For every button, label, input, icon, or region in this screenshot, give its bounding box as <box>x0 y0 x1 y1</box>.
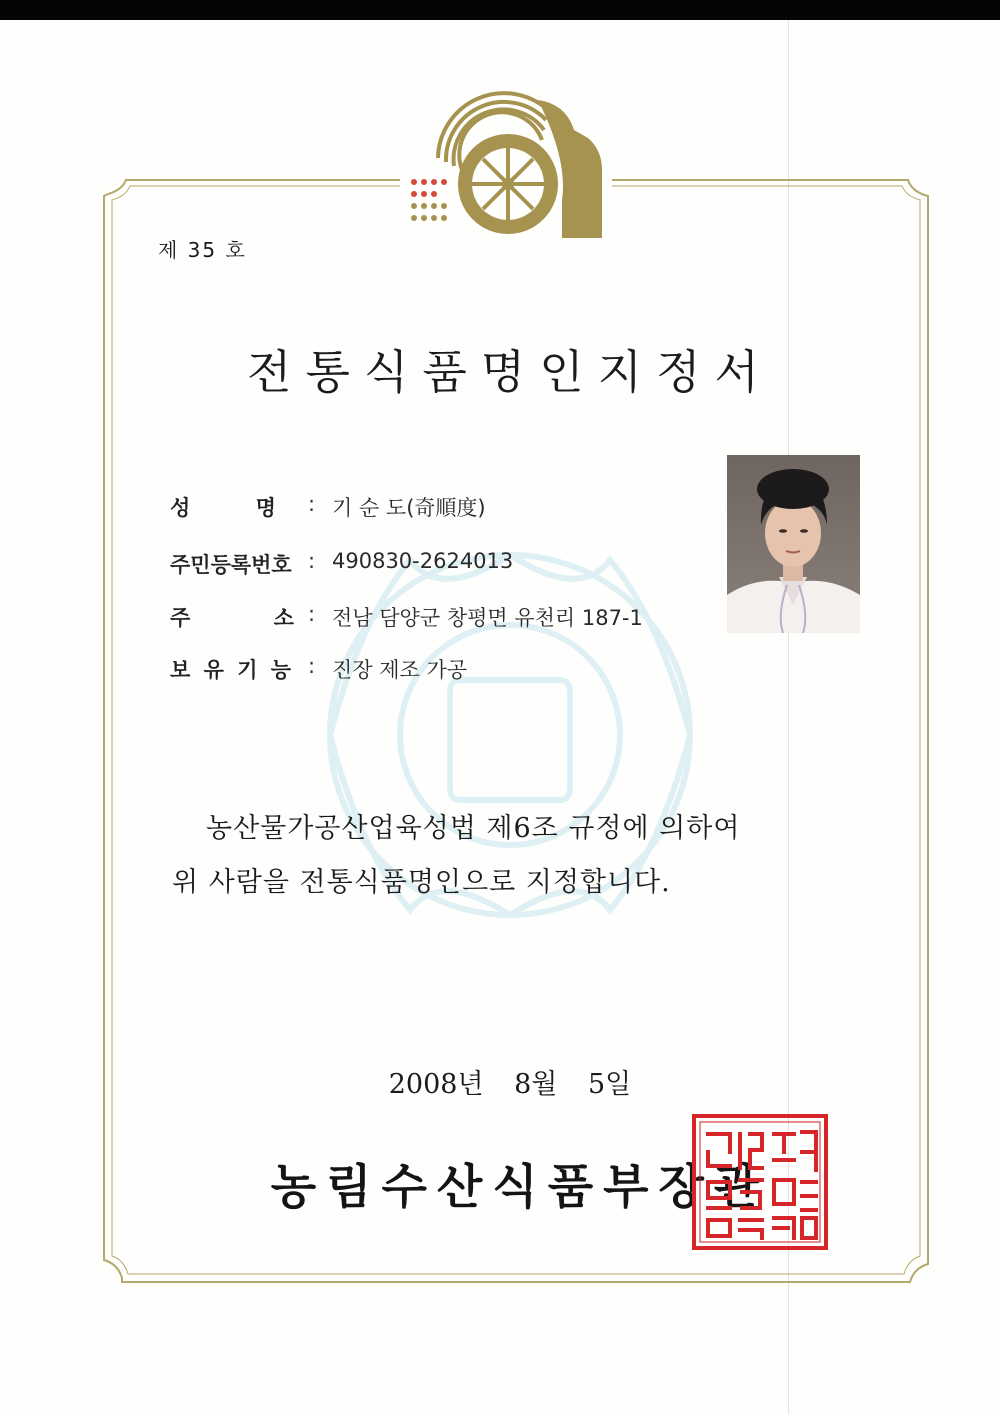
field-colon: : <box>308 602 316 626</box>
field-label: 성 명 <box>170 496 276 520</box>
certificate-title: 전통식품명인지정서 <box>247 345 773 399</box>
field-colon: : <box>308 492 316 516</box>
ministry-emblem-icon <box>398 90 610 250</box>
field-value: 진장 제조 가공 <box>332 658 468 682</box>
official-seal-icon <box>690 1112 830 1252</box>
issuer-title: 농림수산식품부장관 <box>270 1160 770 1215</box>
field-label: 주 소 <box>170 606 294 630</box>
portrait-photo <box>727 455 860 633</box>
field-value: 490830-2624013 <box>332 549 514 573</box>
issue-date: 2008년 8월 5일 <box>388 1069 632 1100</box>
field-colon: : <box>308 549 316 573</box>
field-value: 기 순 도(奇順度) <box>332 496 486 520</box>
body-text-line-1: 농산물가공산업육성법 제6조 규정에 의하여 <box>206 813 741 844</box>
issue-number: 제 35 호 <box>158 238 247 262</box>
body-text-line-2: 위 사람을 전통식품명인으로 지정합니다. <box>172 867 671 898</box>
field-label: 주민등록번호 <box>170 553 292 577</box>
field-label: 보 유 기 능 <box>170 658 292 682</box>
field-colon: : <box>308 654 316 678</box>
field-value: 전남 담양군 창평면 유천리 187-1 <box>332 606 643 630</box>
